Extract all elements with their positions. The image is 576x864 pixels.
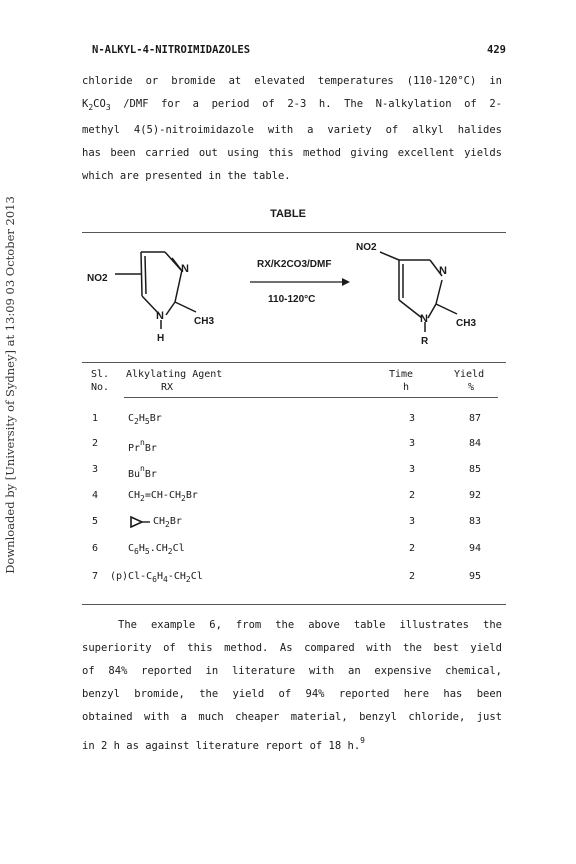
row-yield: 94 [469,543,482,554]
row-number: 4 [92,490,99,501]
reactant-nh-label: N [156,310,164,322]
table-row [82,413,506,433]
col-header-time-unit: h [403,382,410,393]
intro-line: chloride or bromide at elevated temperatures (110-120°C) in [82,75,502,87]
table-bottom-rule [82,604,506,605]
row-yield: 85 [469,464,482,475]
row-agent: Bu$^n$Br [128,464,157,480]
discussion-line: in 2 h as against literature report of 18 h.$^9$ [82,736,365,752]
table-row [82,438,506,458]
reactant-no2: NO2 [87,273,108,284]
row-agent: $C_6H_5.CH_2Cl$ [128,543,185,556]
reactant-ch3: CH3 [194,316,215,327]
row-agent: $CH_2Br$ [153,516,182,529]
col-header-agent: Alkylating Agent [126,369,223,380]
col-header-sl: Sl. [91,369,110,380]
table-row [82,571,506,591]
table-caption: TABLE [270,208,306,220]
row-number: 2 [92,438,99,449]
col-header-yield-unit: % [468,382,475,393]
table-row [82,490,506,510]
product-r-label: R [421,336,429,347]
download-watermark-text: Downloaded by [University of Sydney] at 13:09 03 October 2013 [3,196,17,574]
col-header-no: No. [91,382,110,393]
col-header-time: Time [389,369,414,380]
reactant-n-label: N [181,263,189,275]
intro-line: methyl 4(5)-nitroimidazole with a variety of alkyl halides [82,124,502,136]
row-agent: Pr$^n$Br [128,438,157,454]
row-number: 3 [92,464,99,475]
intro-line: $K_2CO_3$ /DMF for a period of 2-3 h. The N-alkylation of 2- [82,98,502,112]
discussion-line: obtained with a much cheaper material, benzyl chloride, just [82,711,502,723]
row-yield: 95 [469,571,482,582]
row-number: 1 [92,413,99,424]
download-watermark [3,150,17,620]
reaction-scheme [82,240,506,362]
product-n-label: N [439,265,447,277]
row-yield: 92 [469,490,482,501]
row-time: 2 [409,571,416,582]
intro-line: which are presented in the table. [82,170,291,182]
row-yield: 83 [469,516,482,527]
table-row [82,464,506,484]
discussion-line: The example 6, from the above table illustrates the [118,619,502,631]
discussion-line: of 84% reported in literature with an expensive chemical, [82,665,502,677]
running-title: N-ALKYL-4-NITROIMIDAZOLES [92,44,251,56]
col-header-rx: RX [161,382,174,393]
table-row [82,543,506,563]
reactant-h-label: H [157,333,165,344]
row-yield: 87 [469,413,482,424]
discussion-paragraph [82,614,502,758]
discussion-line: benzyl bromide, the yield of 94% reported here has been [82,688,502,700]
product-nr-label: N [420,313,428,325]
row-agent: $CH_2=CH-CH_2Br$ [128,490,198,503]
row-number: 7 [92,571,99,582]
row-time: 3 [409,516,416,527]
cyclopropyl-icon [128,515,152,532]
table-header-top-rule [82,362,506,363]
table-top-rule [82,232,506,233]
row-yield: 84 [469,438,482,449]
row-agent: $(p)Cl-C_6H_4-CH_2Cl$ [110,571,203,584]
intro-paragraph [82,70,502,188]
row-time: 3 [409,464,416,475]
reagent-label: RX/K2CO3/DMF [257,259,332,270]
table-row [82,516,506,536]
product-ch3: CH3 [456,318,477,329]
reaction-arrowhead [342,278,350,286]
row-time: 3 [409,438,416,449]
row-number: 5 [92,516,99,527]
conditions-label: 110-120°C [268,294,316,305]
row-agent: $C_2H_5Br$ [128,413,162,426]
product-no2: NO2 [356,242,377,253]
row-time: 3 [409,413,416,424]
running-header [92,44,506,56]
product-structure [380,252,457,332]
page-number: 429 [487,44,506,56]
row-number: 6 [92,543,99,554]
row-time: 2 [409,490,416,501]
row-time: 2 [409,543,416,554]
discussion-line: superiority of this method. As compared with the best yield [82,642,502,654]
intro-line: has been carried out using this method giving excellent yields [82,147,502,159]
col-header-yield: Yield [454,369,485,380]
table-header-bottom-rule [124,397,498,398]
